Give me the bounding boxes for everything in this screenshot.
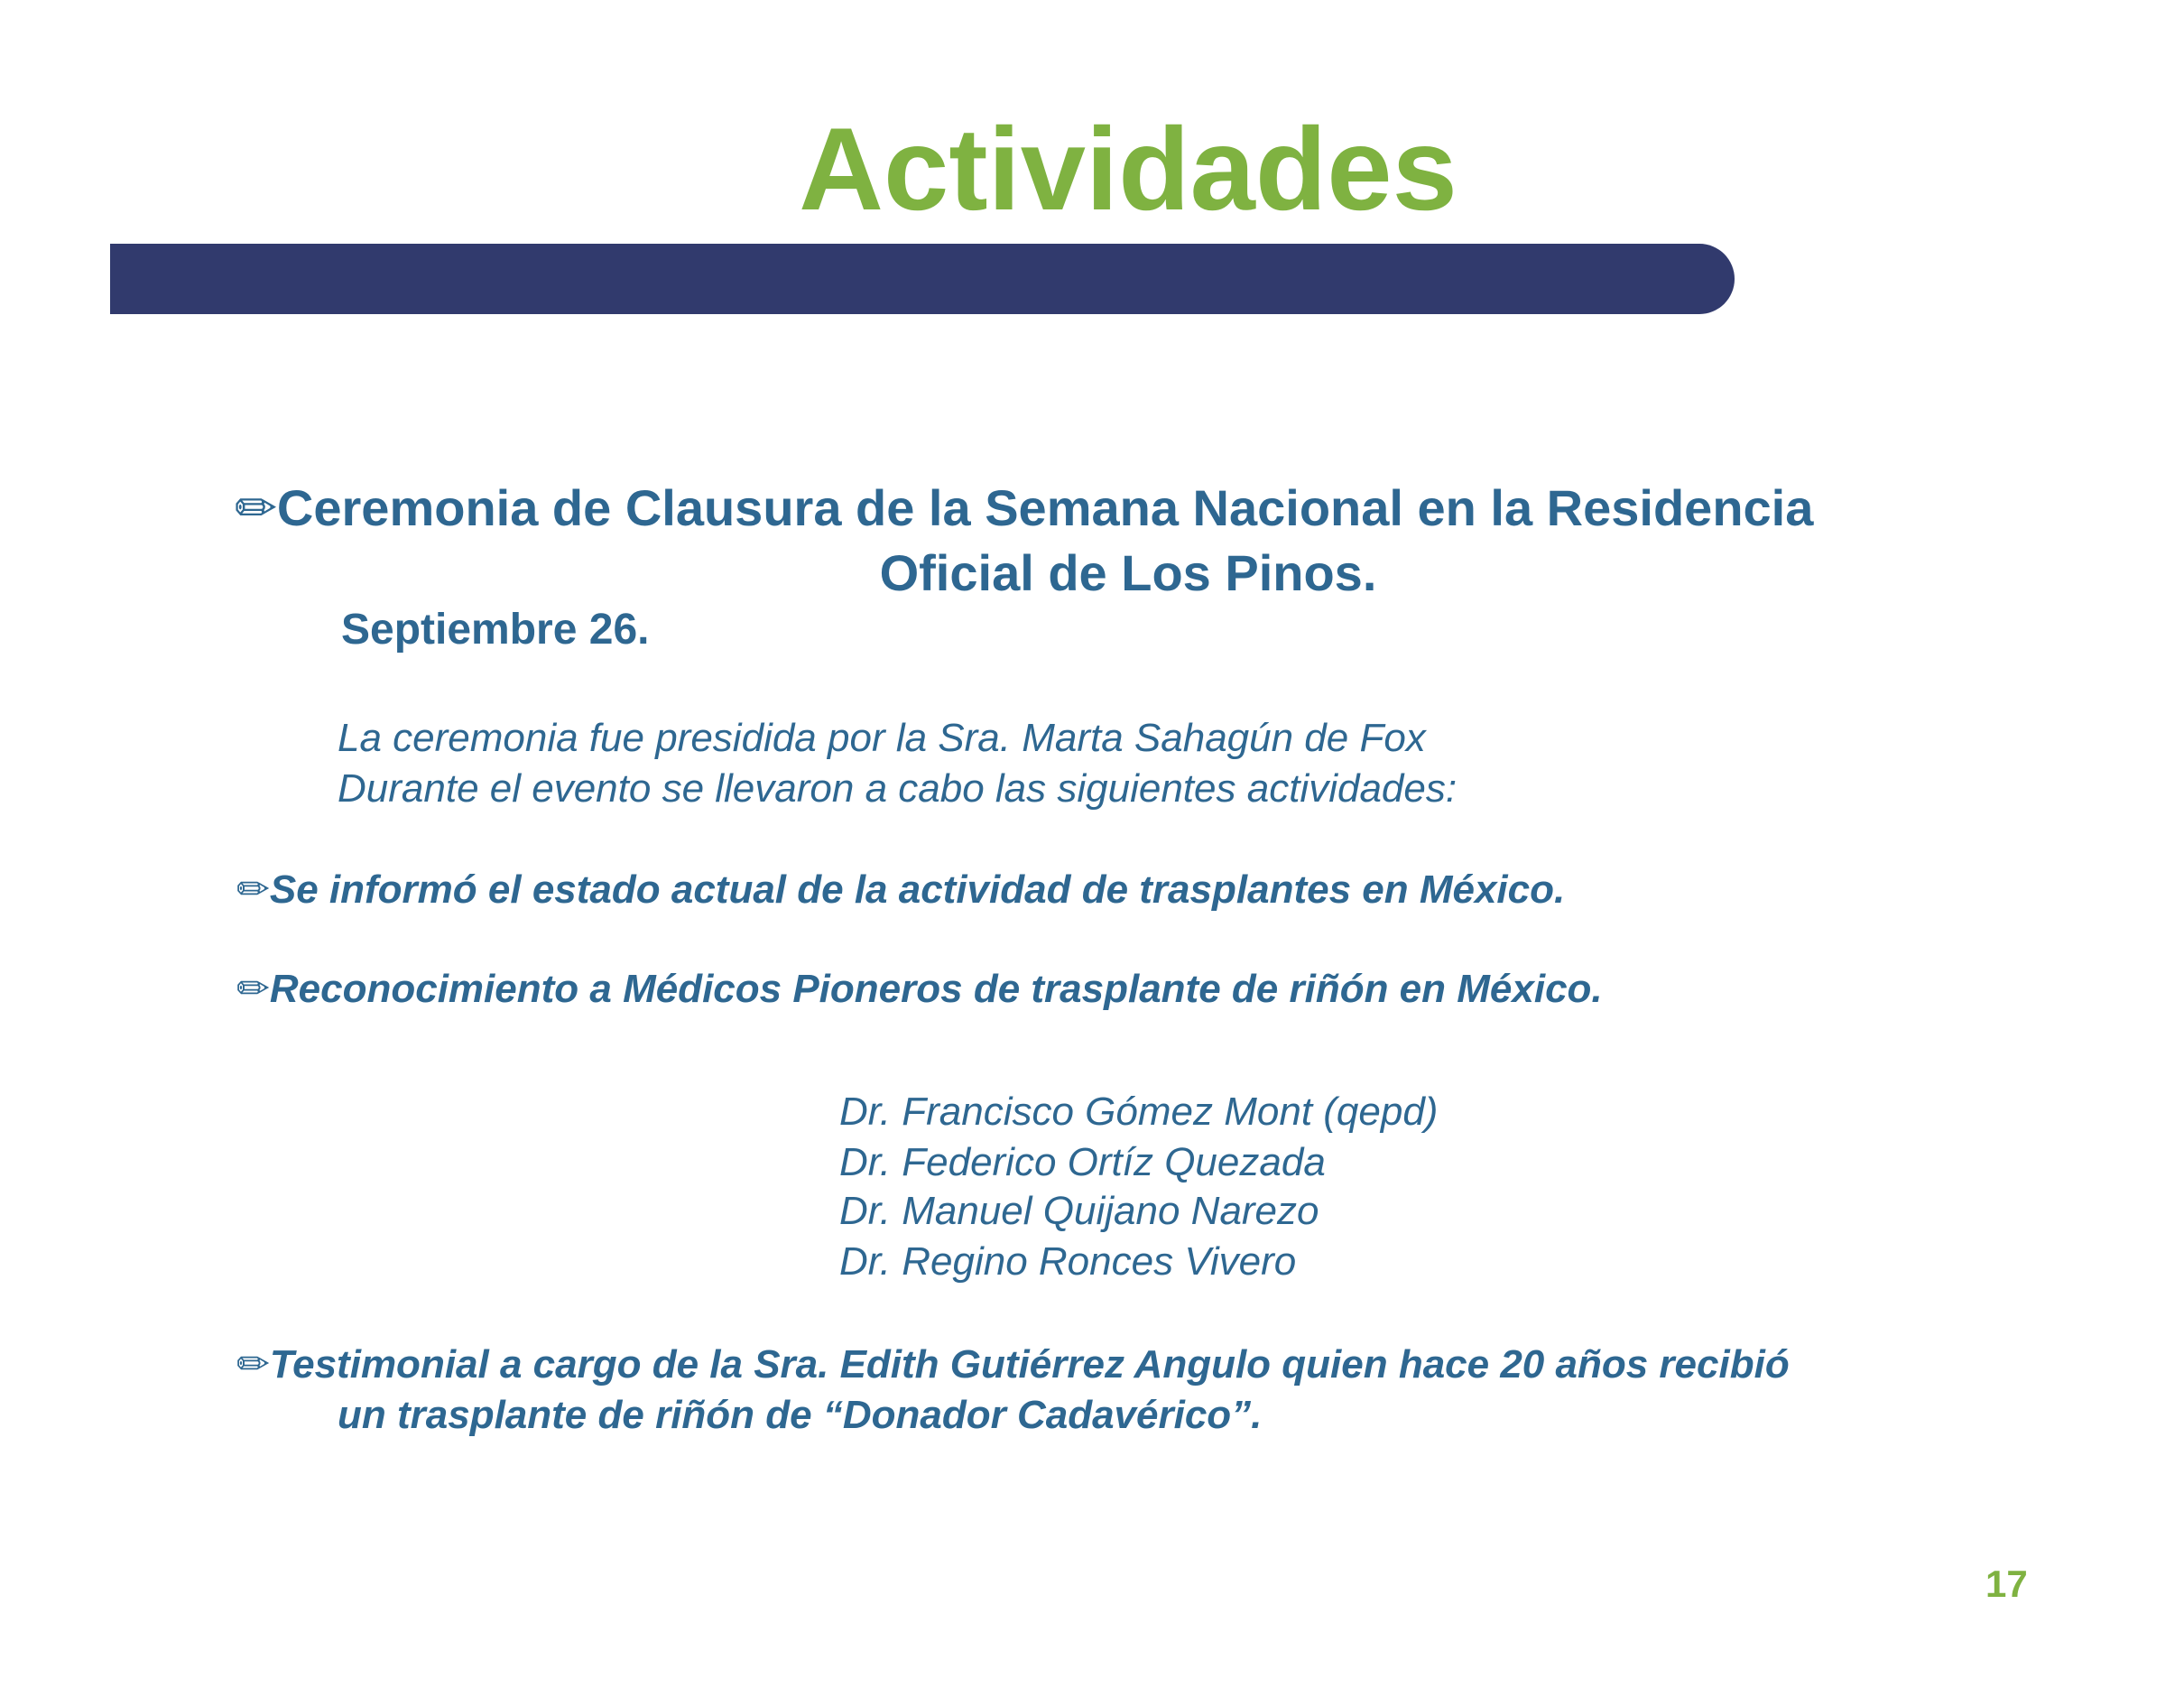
paragraph-line-1: La ceremonia fue presidida por la Sra. Marta Sahagún de Fox	[338, 716, 1426, 760]
bullet-continuation: un trasplante de riñón de “Donador Cadavérico”.	[338, 1393, 1263, 1437]
bullet-text: Reconocimiento a Médicos Pioneros de trasplante de riñón en México.	[269, 967, 1603, 1011]
pencil-icon: ✏	[235, 479, 277, 536]
title-divider-bar	[110, 244, 1735, 314]
pencil-icon: ✏	[236, 1342, 270, 1387]
doctor-name: Dr. Francisco Gómez Mont (qepd)	[839, 1090, 1439, 1134]
heading-text-1: Ceremonia de Clausura de la Semana Nacional en la Residencia	[276, 479, 1814, 536]
bullet-item	[236, 865, 1565, 915]
pencil-icon: ✏	[236, 867, 270, 912]
doctor-name: Dr. Federico Ortíz Quezada	[839, 1140, 1326, 1184]
bullet-item	[236, 964, 1603, 1015]
page-number: 17	[1985, 1563, 2028, 1605]
heading-line-2: Oficial de Los Pinos.	[879, 544, 1377, 601]
bullet-text: Testimonial a cargo de la Sra. Edith Gutiérrez Angulo quien hace 20 años recibió	[269, 1342, 1790, 1387]
bullet-text: Se informó el estado actual de la actividad de trasplantes en México.	[269, 867, 1566, 912]
slide-title: Actividades	[799, 103, 1458, 235]
event-date: Septiembre 26.	[341, 606, 650, 654]
bullet-item	[236, 1340, 1790, 1390]
paragraph-line-2: Durante el evento se llevaron a cabo las siguientes actividades:	[338, 766, 1458, 811]
doctor-name: Dr. Regino Ronces Vivero	[839, 1239, 1297, 1284]
pencil-icon: ✏	[236, 967, 270, 1011]
heading-line-1	[235, 477, 1813, 540]
doctor-name: Dr. Manuel Quijano Narezo	[839, 1189, 1319, 1233]
